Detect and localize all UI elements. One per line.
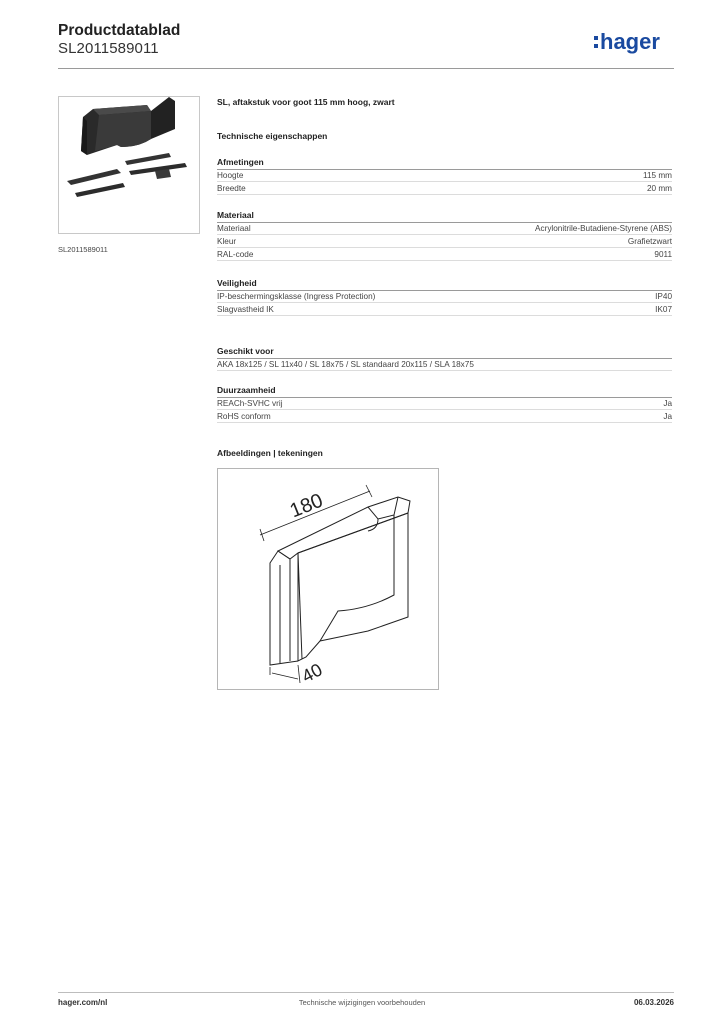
dimension-depth-label: 40 — [298, 659, 326, 687]
header-divider — [58, 68, 674, 69]
spec-row — [217, 303, 672, 316]
spec-value: 20 mm — [646, 184, 672, 193]
hager-logo — [594, 28, 674, 56]
spec-label: REACh-SVHC vrij — [217, 399, 283, 408]
product-photo-image — [59, 97, 199, 233]
technical-drawing-image — [218, 469, 438, 689]
spec-label: Breedte — [217, 184, 246, 193]
spec-label: Slagvastheid IK — [217, 305, 274, 314]
spec-value: Ja — [663, 412, 672, 421]
dimension-width-label: 180 — [286, 489, 327, 523]
spec-value: Ja — [663, 399, 672, 408]
spec-label: AKA 18x125 / SL 11x40 / SL 18x75 / SL standaard 20x115 / SLA 18x75 — [217, 360, 474, 369]
photo-caption: SL2011589011 — [58, 245, 108, 254]
group-material-title: Materiaal — [217, 209, 672, 223]
logo-text: hager — [600, 29, 660, 54]
images-heading: Afbeeldingen | tekeningen — [217, 448, 323, 458]
spec-row — [217, 290, 672, 303]
product-photo — [58, 96, 200, 234]
technical-drawing — [217, 468, 439, 690]
product-code: SL2011589011 — [58, 40, 159, 57]
spec-row — [217, 182, 672, 195]
footer-date: 06.03.2026 — [633, 998, 674, 1007]
spec-label: Hoogte — [217, 171, 244, 180]
spec-value: IP40 — [655, 292, 672, 301]
footer-disclaimer: Technische wijzigingen voorbehouden — [298, 998, 426, 1007]
group-dimensions-title: Afmetingen — [217, 156, 672, 170]
footer-divider — [58, 992, 674, 993]
spec-label: Materiaal — [217, 224, 251, 233]
spec-row — [217, 410, 672, 423]
spec-row — [217, 358, 672, 371]
spec-row — [217, 248, 672, 261]
spec-label: Kleur — [217, 237, 237, 246]
spec-row — [217, 397, 672, 410]
spec-value: IK07 — [655, 305, 672, 314]
footer-website: hager.com/nl — [58, 998, 108, 1007]
document-title: Productdatablad — [58, 22, 181, 39]
spec-row — [217, 222, 672, 235]
spec-value: 115 mm — [643, 171, 672, 180]
spec-row — [217, 169, 672, 182]
spec-value: Grafietzwart — [627, 237, 672, 246]
product-name: SL, aftakstuk voor goot 115 mm hoog, zwart — [217, 97, 395, 107]
spec-value: Acrylonitrile-Butadiene-Styrene (ABS) — [535, 224, 672, 233]
spec-value: 9011 — [654, 250, 672, 259]
spec-label: IP-beschermingsklasse (Ingress Protection) — [217, 292, 376, 301]
spec-row — [217, 235, 672, 248]
spec-label: RAL-code — [217, 250, 254, 259]
group-safety-title: Veiligheid — [217, 277, 672, 291]
group-suitable-title: Geschikt voor — [217, 345, 672, 359]
spec-label: RoHS conform — [217, 412, 271, 421]
group-sustainability-title: Duurzaamheid — [217, 384, 672, 398]
technical-heading: Technische eigenschappen — [217, 131, 328, 141]
